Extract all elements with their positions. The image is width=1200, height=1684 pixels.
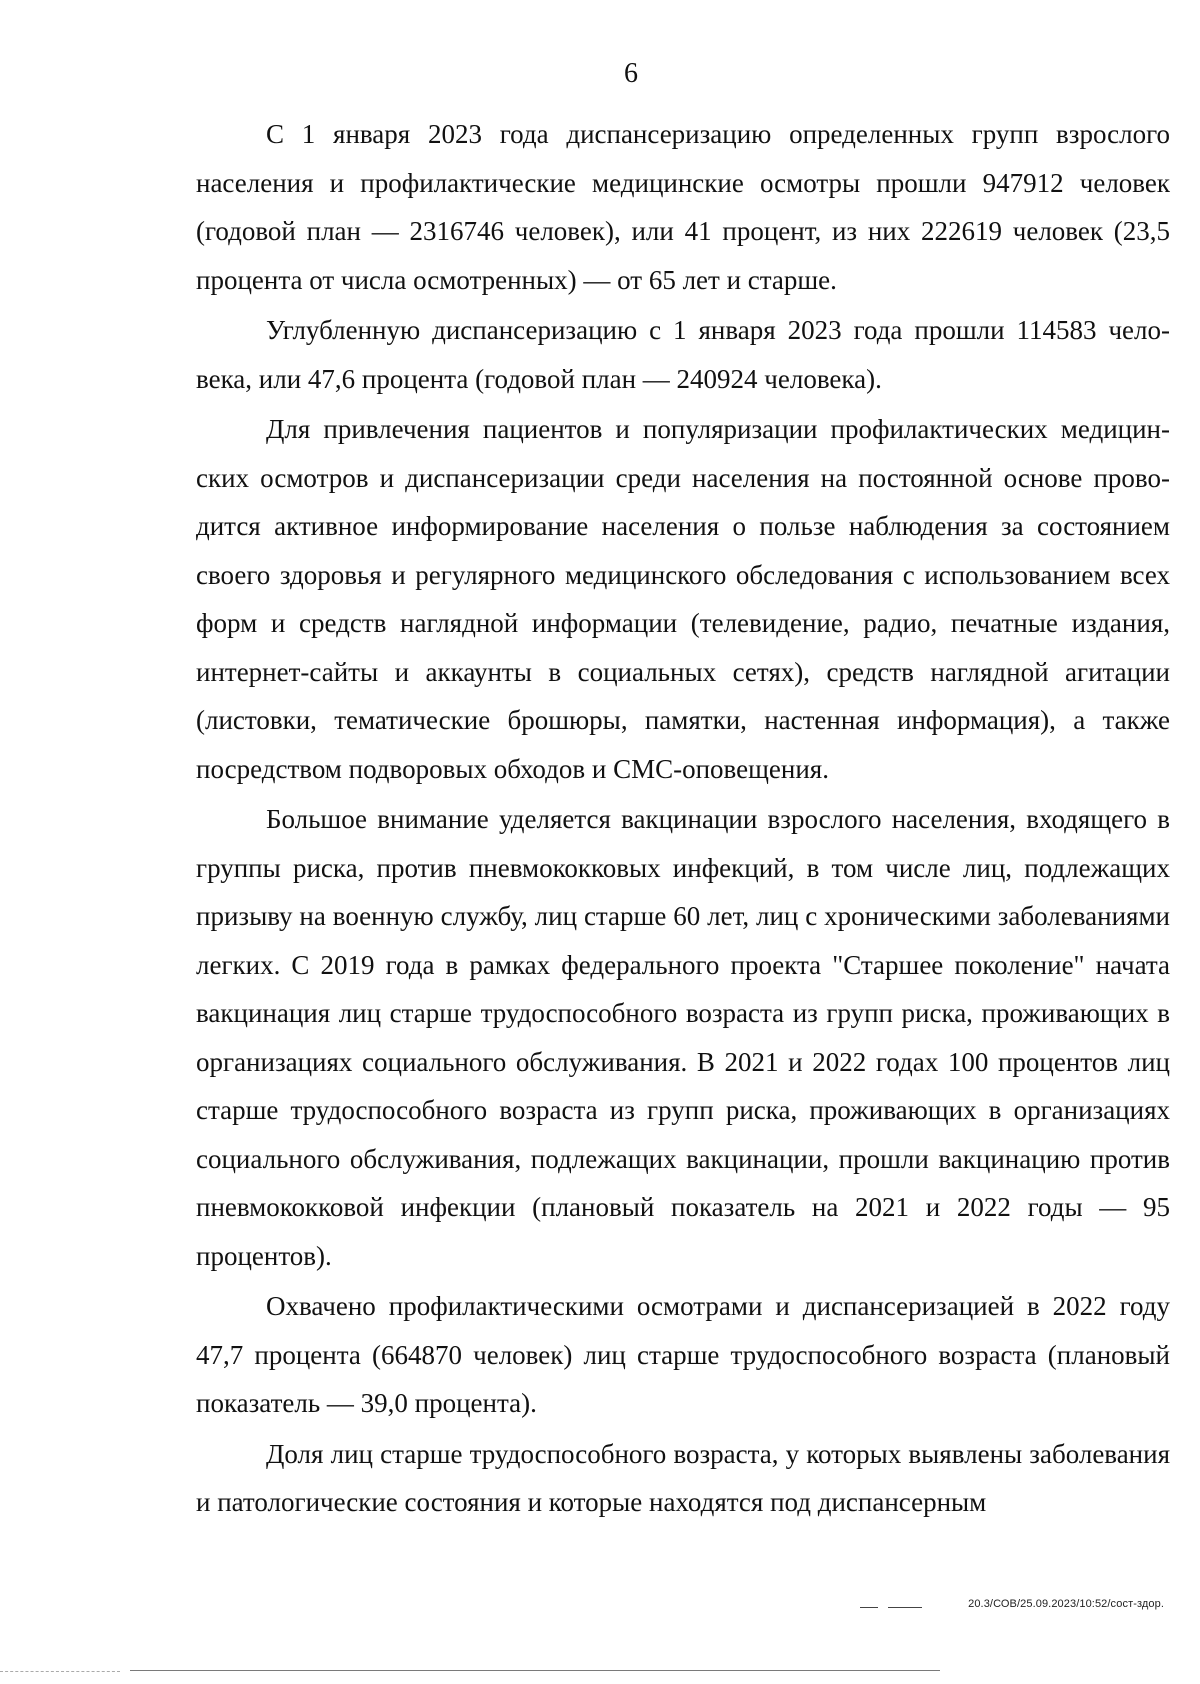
- page-number: 6: [624, 58, 638, 89]
- body-text: [196, 110, 1170, 1529]
- paragraph-screening: С 1 января 2023 года диспансеризацию определенных групп взрослого населения и профилактические медицинские осмотры прошли 947912 человек (годовой план — 2316746 человек), или 41 процент, из них 222619 человек (23,5 процента от числа осмотренных) — от 65 лет и старше.: [196, 119, 1170, 295]
- paragraph-vaccination: Большое внимание уделяется вакцинации взрослого населения, входящего в группы риска, против пневмококковых инфекций, в том числе лиц, подлежащих призыву на военную службу, лиц старше 60 лет, лиц с хроническими заболеваниями легких. С 2019 года в рамках федерального проекта "Старшее поколение" начата вакцинация лиц старше трудоспособного возраста из групп риска, проживающих в организациях социального обслуживания. В 2021 и 2022 годах 100 процентов лиц старше трудоспособного возраста из групп риска, проживающих в организациях социального обслуживания, подлежащих вакцинации, прошли вакцинацию против пневмококковой инфекции (плановый показатель на 2021 и 2022 годы — 95 процентов).: [196, 804, 1170, 1271]
- paragraph-information-campaign: Для привлечения пациентов и популяризации профилактических медицинских осмотров и диспансеризации среди населения на постоянной основе проводится активное информирование населения о пользе наблюдения за состоянием своего здоровья и регулярного медицинского обследования с использованием всех форм и средств наглядной информации (телевидение, радио, печатные издания, интернет-сайты и аккаунты в социальных сетях), средств наглядной агитации (листовки, тематические брошюры, памятки, настенная информация), а также посредством подворовых обходов и СМС-оповещения.: [196, 414, 1170, 784]
- footer-dash-right: [888, 1607, 922, 1608]
- footer-dash-left: [860, 1607, 878, 1608]
- paragraph-coverage-2022: Охвачено профилактическими осмотрами и диспансеризацией в 2022 году 47,7 процента (664870 человек) лиц старше трудоспособного возраста (плановый показатель — 39,0 процента).: [196, 1291, 1170, 1418]
- scan-edge-rule: [130, 1670, 940, 1671]
- document-stamp: 20.3/СОВ/25.09.2023/10:52/сост-здор.: [968, 1598, 1164, 1610]
- scan-edge-dots: [0, 1671, 120, 1673]
- paragraph-in-depth-screening: Углубленную диспансеризацию с 1 января 2023 года прошли 114583 человека, или 47,6 процента (годовой план — 240924 человека).: [196, 315, 1170, 394]
- paragraph-dispensary-share: Доля лиц старше трудоспособного возраста, у которых выявлены заболевания и патологические состояния и которые находятся под диспансерным: [196, 1438, 1170, 1517]
